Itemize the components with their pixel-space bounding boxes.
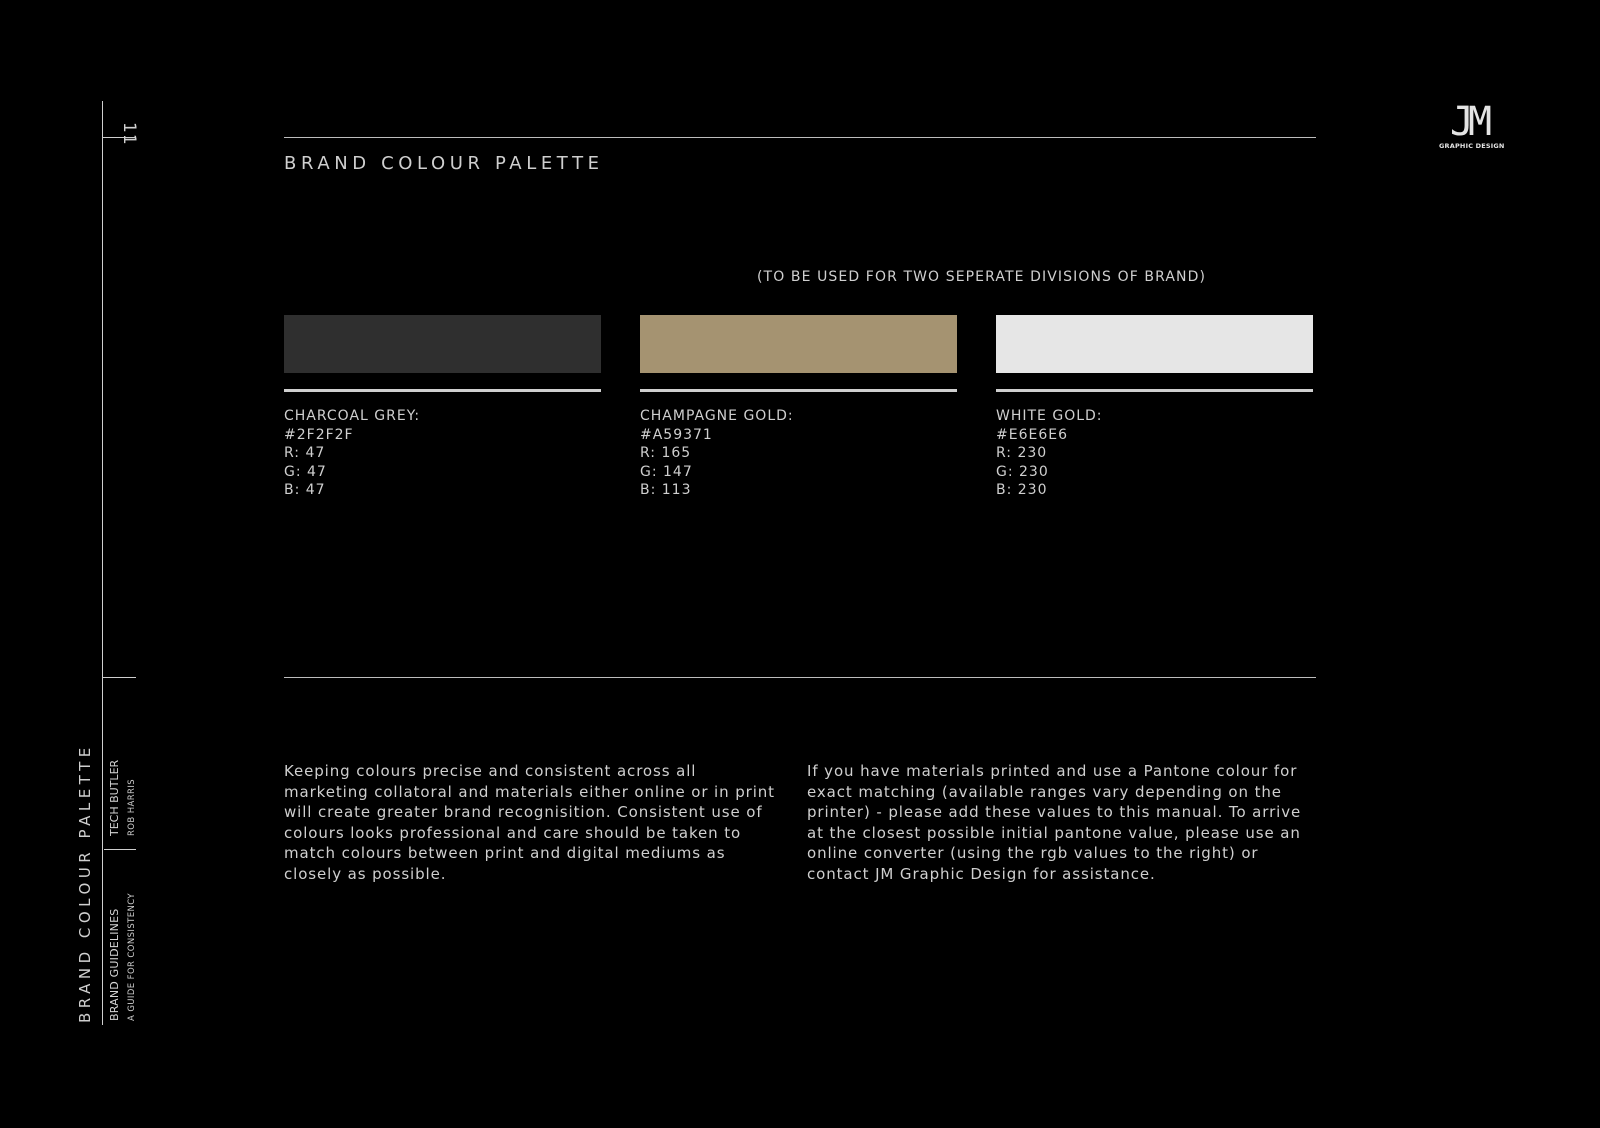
body-paragraph-right: If you have materials printed and use a Pantone colour for exact matching (available ranges vary depending on the printer) - please add these values to this manual. To arrive at the closest possible initial pantone value, please use an online converter (using the rgb values to the right) or contact JM Graphic Design for assistance. xyxy=(807,762,1302,883)
swatch-name: CHAMPAGNE GOLD: xyxy=(640,408,794,424)
swatch-color-block xyxy=(640,315,957,373)
page-number: 11 xyxy=(119,122,139,146)
top-rule xyxy=(284,137,1316,138)
page-title: BRAND COLOUR PALETTE xyxy=(284,153,604,174)
side-rail-tick-lower xyxy=(104,849,136,850)
swatch-color-block xyxy=(284,315,601,373)
side-tagline: A GUIDE FOR CONSISTENCY xyxy=(127,892,137,1021)
swatch-color-block xyxy=(996,315,1313,373)
jm-logo xyxy=(1439,99,1505,150)
swatch-g: G: 230 xyxy=(996,463,1049,480)
side-guidelines-label: BRAND GUIDELINES xyxy=(108,908,121,1021)
swatch-champagne-gold xyxy=(640,315,957,500)
swatch-r: R: 165 xyxy=(640,445,692,461)
side-client-name: TECH BUTLER xyxy=(108,759,121,836)
swatch-specs xyxy=(996,407,1313,500)
side-rail-line xyxy=(102,101,103,1025)
body-paragraph-left: Keeping colours precise and consistent across all marketing collatoral and materials either online or in print will create greater brand recognisition. Consistent use of colours looks professional and care should be taken to match colours between print and digital mediums as closely as possible. xyxy=(284,762,775,883)
swatch-name: CHARCOAL GREY: xyxy=(284,408,421,424)
middle-rule xyxy=(284,677,1316,678)
swatch-hex: #A59371 xyxy=(640,426,713,443)
side-section-title: BRAND COLOUR PALETTE xyxy=(76,743,94,1023)
swatch-b: B: 113 xyxy=(640,482,692,498)
side-author-name: ROB HARRIS xyxy=(127,778,137,836)
side-rail-tick-mid xyxy=(102,677,136,678)
swatch-r: R: 47 xyxy=(284,445,326,461)
usage-note: (TO BE USED FOR TWO SEPERATE DIVISIONS OF BRAND) xyxy=(757,269,1207,285)
logo-subtitle: GRAPHIC DESIGN xyxy=(1439,142,1505,150)
swatch-name: WHITE GOLD: xyxy=(996,408,1103,424)
swatch-g: G: 147 xyxy=(640,463,693,480)
swatch-specs xyxy=(284,407,601,500)
swatch-underline xyxy=(284,389,601,392)
swatch-hex: #2F2F2F xyxy=(284,426,354,443)
swatch-b: B: 230 xyxy=(996,482,1048,498)
swatch-underline xyxy=(996,389,1313,392)
swatch-underline xyxy=(640,389,957,392)
swatch-hex: #E6E6E6 xyxy=(996,426,1068,443)
swatch-b: B: 47 xyxy=(284,482,326,498)
swatch-r: R: 230 xyxy=(996,445,1048,461)
swatch-charcoal-grey xyxy=(284,315,601,500)
logo-mark: JM xyxy=(1449,99,1487,145)
swatch-white-gold xyxy=(996,315,1313,500)
swatch-g: G: 47 xyxy=(284,463,327,480)
swatch-specs xyxy=(640,407,957,500)
